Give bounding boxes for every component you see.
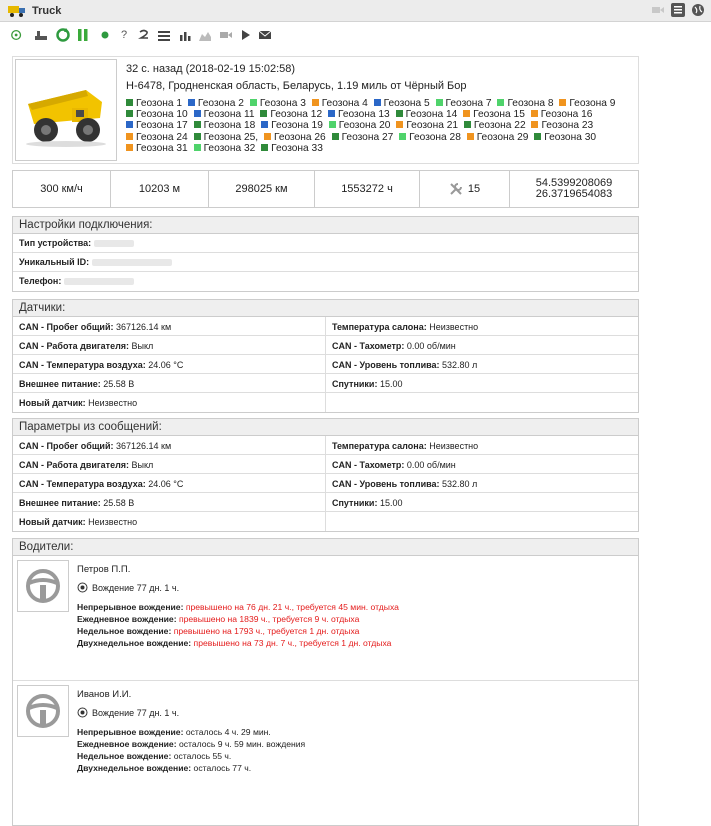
sensor-cell: [13, 336, 325, 355]
window-title: Truck: [32, 5, 62, 17]
driving-limit-line: [77, 625, 399, 637]
geofence-label: Геозона 5: [383, 98, 430, 109]
speed-stat: 300 км/ч: [13, 171, 111, 207]
geofence-item[interactable]: [188, 98, 244, 109]
sensor-cell: [325, 493, 638, 512]
limit-value: осталось 4 ч. 29 мин.: [183, 727, 271, 737]
geofence-color-swatch: [467, 133, 474, 140]
limit-value: осталось 55 ч.: [171, 751, 232, 761]
window-titlebar: [0, 0, 711, 22]
sensor-name: CAN - Уровень топлива:: [332, 479, 440, 489]
geofence-color-swatch: [531, 110, 538, 117]
sensor-name: CAN - Пробег общий:: [19, 322, 114, 332]
longitude: 26.3719654083: [535, 188, 613, 200]
sensor-value: 0.00 об/мин: [404, 341, 456, 351]
geofence-label: Геозона 26: [273, 131, 326, 143]
driving-limit-line: [77, 762, 305, 774]
driving-limit-line: [77, 738, 305, 750]
geofence-color-swatch: [194, 133, 201, 140]
geofence-color-swatch: [534, 133, 541, 140]
params-grid: [13, 436, 638, 531]
geofence-item[interactable]: [126, 120, 188, 131]
pause-icon[interactable]: [76, 28, 90, 42]
sensor-name: CAN - Работа двигателя:: [19, 460, 130, 470]
geofence-color-swatch: [332, 133, 339, 140]
geofence-label: Геозона 8: [507, 98, 554, 109]
sensor-name: Температура салона:: [332, 322, 427, 332]
driving-limit-line: [77, 726, 305, 738]
geofence-label: Геозона 23: [541, 120, 594, 132]
geofence-item[interactable]: [463, 109, 525, 120]
geofence-item[interactable]: [261, 143, 323, 154]
panel-title: Водители:: [13, 539, 638, 556]
sensor-value: 24.06 °C: [145, 479, 184, 489]
geofence-item[interactable]: [497, 98, 553, 109]
mileage-stat: 298025 км: [209, 171, 315, 207]
geofence-item[interactable]: [559, 98, 615, 109]
last-message-time: 32 с. назад (2018-02-19 15:02:58): [126, 63, 296, 75]
panel-title: Датчики:: [13, 300, 638, 317]
sensor-cell: [13, 455, 325, 474]
sensor-value: 15.00: [377, 498, 403, 508]
geofence-label: Геозона 14: [405, 109, 458, 121]
sensor-cell: [13, 374, 325, 393]
geofence-label: Геозона 10: [136, 109, 188, 121]
geofence-item[interactable]: [312, 98, 368, 109]
report-icon[interactable]: [34, 28, 48, 42]
drivers-panel: [12, 538, 639, 826]
limit-label: Двухнедельное вождение:: [77, 763, 192, 773]
geofence-label: Геозона 24: [136, 131, 188, 143]
list-icon[interactable]: [157, 28, 171, 42]
locate-icon[interactable]: [10, 28, 24, 42]
geofence-color-swatch: [497, 99, 504, 106]
video-icon[interactable]: [219, 28, 233, 42]
geofence-label: Геозона 7: [445, 98, 492, 109]
sensor-name: CAN - Пробег общий:: [19, 441, 114, 451]
geofence-color-swatch: [194, 110, 201, 117]
limit-label: Двухнедельное вождение:: [77, 638, 192, 648]
geofence-item[interactable]: [126, 98, 182, 109]
sensor-cell: [325, 436, 638, 455]
geofence-item[interactable]: [250, 98, 306, 109]
limit-label: Недельное вождение:: [77, 751, 172, 761]
geofence-color-swatch: [328, 110, 335, 117]
driver-name: Иванов И.И.: [77, 689, 132, 700]
limit-label: Недельное вождение:: [77, 626, 172, 636]
geofence-color-swatch: [126, 99, 133, 106]
geofence-label: Геозона 30: [544, 131, 597, 143]
geofence-color-swatch: [464, 121, 471, 128]
limit-label: Непрерывное вождение:: [77, 727, 184, 737]
limit-label: Ежедневное вождение:: [77, 614, 177, 624]
sensor-value: 367126.14 км: [113, 441, 172, 451]
geofence-label: Геозона 3: [259, 98, 306, 109]
geofence-color-swatch: [559, 99, 566, 106]
geofence-item[interactable]: [260, 109, 322, 120]
geofence-item[interactable]: [126, 132, 188, 143]
geofence-color-swatch: [264, 133, 271, 140]
message-icon[interactable]: [258, 28, 272, 42]
sensor-name: CAN - Температура воздуха:: [19, 479, 146, 489]
sensor-value: Неизвестно: [426, 322, 479, 332]
sensor-name: CAN - Работа двигателя:: [19, 341, 130, 351]
geofence-color-swatch: [261, 121, 268, 128]
driver-card: [13, 681, 638, 805]
geofence-item[interactable]: [399, 132, 461, 143]
geofence-color-swatch: [399, 133, 406, 140]
sensor-value: Выкл: [129, 460, 154, 470]
sensor-cell: [13, 317, 325, 336]
sensor-value: 532.80 л: [439, 479, 478, 489]
latitude: 54.5399208069: [535, 177, 613, 189]
geofence-color-swatch: [126, 133, 133, 140]
limit-value: превышено на 73 дн. 7 ч., требуется 1 дн. отдыха: [191, 638, 392, 648]
geofence-color-swatch: [126, 110, 133, 117]
geofence-color-swatch: [194, 144, 201, 151]
sensor-value: Неизвестно: [85, 398, 138, 408]
geofence-item[interactable]: [436, 98, 492, 109]
panel-title: Настройки подключения:: [13, 217, 638, 234]
sensor-value: Неизвестно: [85, 517, 138, 527]
sensor-cell: [13, 393, 325, 412]
geofence-color-swatch: [374, 99, 381, 106]
geofence-item[interactable]: [534, 132, 596, 143]
geofence-label: Геозона 22: [473, 120, 526, 132]
sensor-name: Температура салона:: [332, 441, 427, 451]
limit-label: Ежедневное вождение:: [77, 739, 177, 749]
sensor-name: Новый датчик:: [19, 398, 86, 408]
driving-status-icon: [77, 582, 88, 593]
sensor-value: 24.06 °C: [145, 360, 184, 370]
geofence-item[interactable]: [531, 120, 593, 131]
geofence-item[interactable]: [194, 109, 255, 120]
geofence-color-swatch: [329, 121, 336, 128]
sensor-value: 15.00: [377, 379, 403, 389]
geofence-label: Геозона 12: [270, 109, 323, 121]
truck-icon: [8, 4, 26, 17]
sensor-cell: [325, 336, 638, 355]
geofence-item[interactable]: [467, 132, 529, 143]
geofence-label: Геозона 9: [569, 98, 616, 109]
help-icon[interactable]: ?: [120, 29, 128, 41]
geofence-label: Геозона 29: [476, 131, 529, 143]
sensor-name: Новый датчик:: [19, 517, 86, 527]
unit-image: [15, 59, 117, 161]
sensor-cell: [325, 455, 638, 474]
geofence-label: Геозона 27: [341, 131, 394, 143]
sensor-value: 25.58 В: [100, 498, 135, 508]
unit-summary: [12, 56, 639, 164]
geofence-label: Геозона 32: [203, 142, 256, 154]
geofence-label: Геозона 4: [321, 98, 368, 109]
geofence-color-swatch: [463, 110, 470, 117]
geofence-item[interactable]: [374, 98, 430, 109]
steering-wheel-icon: [17, 560, 69, 612]
geofence-label: Геозона 17: [136, 120, 188, 132]
geofence-color-swatch: [126, 144, 133, 151]
geofence-color-swatch: [260, 110, 267, 117]
driver-mode: [77, 582, 179, 593]
sensor-value: Выкл: [129, 341, 154, 351]
sensor-name: CAN - Уровень топлива:: [332, 360, 440, 370]
driver-card: [13, 556, 638, 681]
sensor-name: Спутники:: [332, 498, 378, 508]
geofence-item[interactable]: [264, 132, 326, 143]
limit-value: превышено на 1839 ч., требуется 9 ч. отдыха: [176, 614, 360, 624]
geofence-color-swatch: [126, 121, 133, 128]
geofence-color-swatch: [194, 121, 201, 128]
sensor-cell: [325, 374, 638, 393]
panel-title: Параметры из сообщений:: [13, 419, 638, 436]
driver-mode-text: Вождение 77 дн. 1 ч.: [92, 582, 180, 593]
sensor-cell: [325, 474, 638, 493]
geofence-label: Геозона 11: [203, 109, 255, 121]
driving-limit-line: [77, 601, 399, 613]
limit-value: осталось 9 ч. 59 мин. вождения: [176, 739, 306, 749]
unit-stats-bar: [12, 170, 639, 208]
driver-mode-text: Вождение 77 дн. 1 ч.: [92, 707, 180, 718]
geofence-list: [126, 98, 636, 154]
geofence-color-swatch: [396, 121, 403, 128]
message-params-panel: [12, 418, 639, 532]
sensor-name: CAN - Температура воздуха:: [19, 360, 146, 370]
sensor-value: 367126.14 км: [113, 322, 172, 332]
driver-mode: [77, 707, 179, 718]
tools-count: 15: [467, 183, 481, 195]
driver-name: Петров П.П.: [77, 564, 131, 575]
driving-limit-line: [77, 750, 305, 762]
limit-value: превышено на 76 дн. 21 ч., требуется 45 мин. отдыха: [183, 602, 399, 612]
geofence-color-swatch: [312, 99, 319, 106]
limit-value: превышено на 1793 ч., требуется 1 дн. отдыха: [171, 626, 360, 636]
geofence-color-swatch: [531, 121, 538, 128]
sensor-cell: [13, 512, 325, 531]
sensor-cell: [325, 355, 638, 374]
sensor-value: Неизвестно: [426, 441, 479, 451]
geofence-color-swatch: [261, 144, 268, 151]
sensor-cell: [13, 436, 325, 455]
unit-address: Н-6478, Гродненская область, Беларусь, 1.19 миль от Чёрный Бор: [126, 80, 467, 92]
info-panel-icon[interactable]: [671, 3, 685, 17]
unique-id-row: Уникальный ID:: [13, 253, 638, 272]
geofence-label: Геозона 2: [197, 98, 244, 109]
geofence-color-swatch: [250, 99, 257, 106]
geofence-color-swatch: [396, 110, 403, 117]
geofence-label: Геозона 13: [337, 109, 390, 121]
geofence-label: Геозона 25,: [203, 131, 259, 143]
driving-limits: [77, 726, 305, 774]
geofence-label: Геозона 33: [271, 142, 323, 154]
sensor-cell: [13, 493, 325, 512]
device-type-row: Тип устройства:: [13, 234, 638, 253]
geofence-label: Геозона 1: [136, 98, 183, 109]
geofence-item[interactable]: [329, 120, 391, 131]
geofence-item[interactable]: [261, 120, 323, 131]
driving-status-icon: [77, 707, 88, 718]
geofence-label: Геозона 19: [271, 120, 323, 132]
sensor-name: CAN - Тахометр:: [332, 460, 405, 470]
geofence-item[interactable]: [464, 120, 526, 131]
geofence-label: Геозона 20: [338, 120, 391, 132]
tools-stat: [420, 171, 510, 207]
graph-icon[interactable]: [198, 28, 212, 42]
geofence-item[interactable]: [396, 109, 458, 120]
sensors-grid: [13, 317, 638, 412]
globe-icon[interactable]: [691, 3, 705, 17]
geofence-item[interactable]: [194, 143, 256, 154]
geofence-label: Геозона 16: [540, 109, 593, 121]
wrench-icon: [449, 182, 463, 196]
online-dot-icon: [98, 28, 112, 42]
geofence-color-swatch: [188, 99, 195, 106]
sensors-panel: [12, 299, 639, 413]
geofence-label: Геозона 18: [203, 120, 256, 132]
geofence-item[interactable]: [396, 120, 458, 131]
video-icon[interactable]: [651, 3, 665, 17]
steering-wheel-icon: [17, 685, 69, 737]
geofence-item[interactable]: [328, 109, 390, 120]
sensor-value: 25.58 В: [100, 379, 135, 389]
coordinates-stat: [510, 171, 638, 207]
driving-limit-line: [77, 637, 399, 649]
altitude-stat: 10203 м: [111, 171, 209, 207]
sensor-value: 532.80 л: [439, 360, 478, 370]
geofence-item[interactable]: [126, 109, 188, 120]
connection-settings-panel: [12, 216, 639, 292]
driving-limits: [77, 601, 399, 649]
limit-value: осталось 77 ч.: [191, 763, 252, 773]
geofence-item[interactable]: [126, 143, 188, 154]
sensor-cell: [325, 512, 638, 531]
limit-label: Непрерывное вождение:: [77, 602, 184, 612]
driving-limit-line: [77, 613, 399, 625]
geofence-label: Геозона 28: [409, 131, 461, 143]
sensor-cell: [13, 474, 325, 493]
sensor-name: CAN - Тахометр:: [332, 341, 405, 351]
route-icon[interactable]: [137, 28, 151, 42]
geofence-label: Геозона 21: [406, 120, 459, 132]
sensor-name: Спутники:: [332, 379, 378, 389]
play-icon[interactable]: [239, 28, 253, 42]
geofence-label: Геозона 15: [473, 109, 525, 121]
geofence-item[interactable]: [332, 132, 394, 143]
phone-row: Телефон:: [13, 272, 638, 291]
geofence-label: Геозона 31: [136, 142, 188, 154]
refresh-icon[interactable]: [56, 28, 70, 42]
geofence-item[interactable]: [531, 109, 593, 120]
sensor-cell: [325, 317, 638, 336]
sensor-cell: [13, 355, 325, 374]
sensor-name: Внешнее питание:: [19, 379, 101, 389]
unit-toolbar: [0, 22, 711, 48]
engine-hours-stat: 1553272 ч: [315, 171, 420, 207]
geofence-color-swatch: [436, 99, 443, 106]
sensor-name: Внешнее питание:: [19, 498, 101, 508]
sensor-value: 0.00 об/мин: [404, 460, 456, 470]
sensor-cell: [325, 393, 638, 412]
drivers-list: [13, 556, 638, 805]
geofence-item[interactable]: [194, 132, 259, 143]
geofence-item[interactable]: [194, 120, 256, 131]
chart-icon[interactable]: [178, 28, 192, 42]
